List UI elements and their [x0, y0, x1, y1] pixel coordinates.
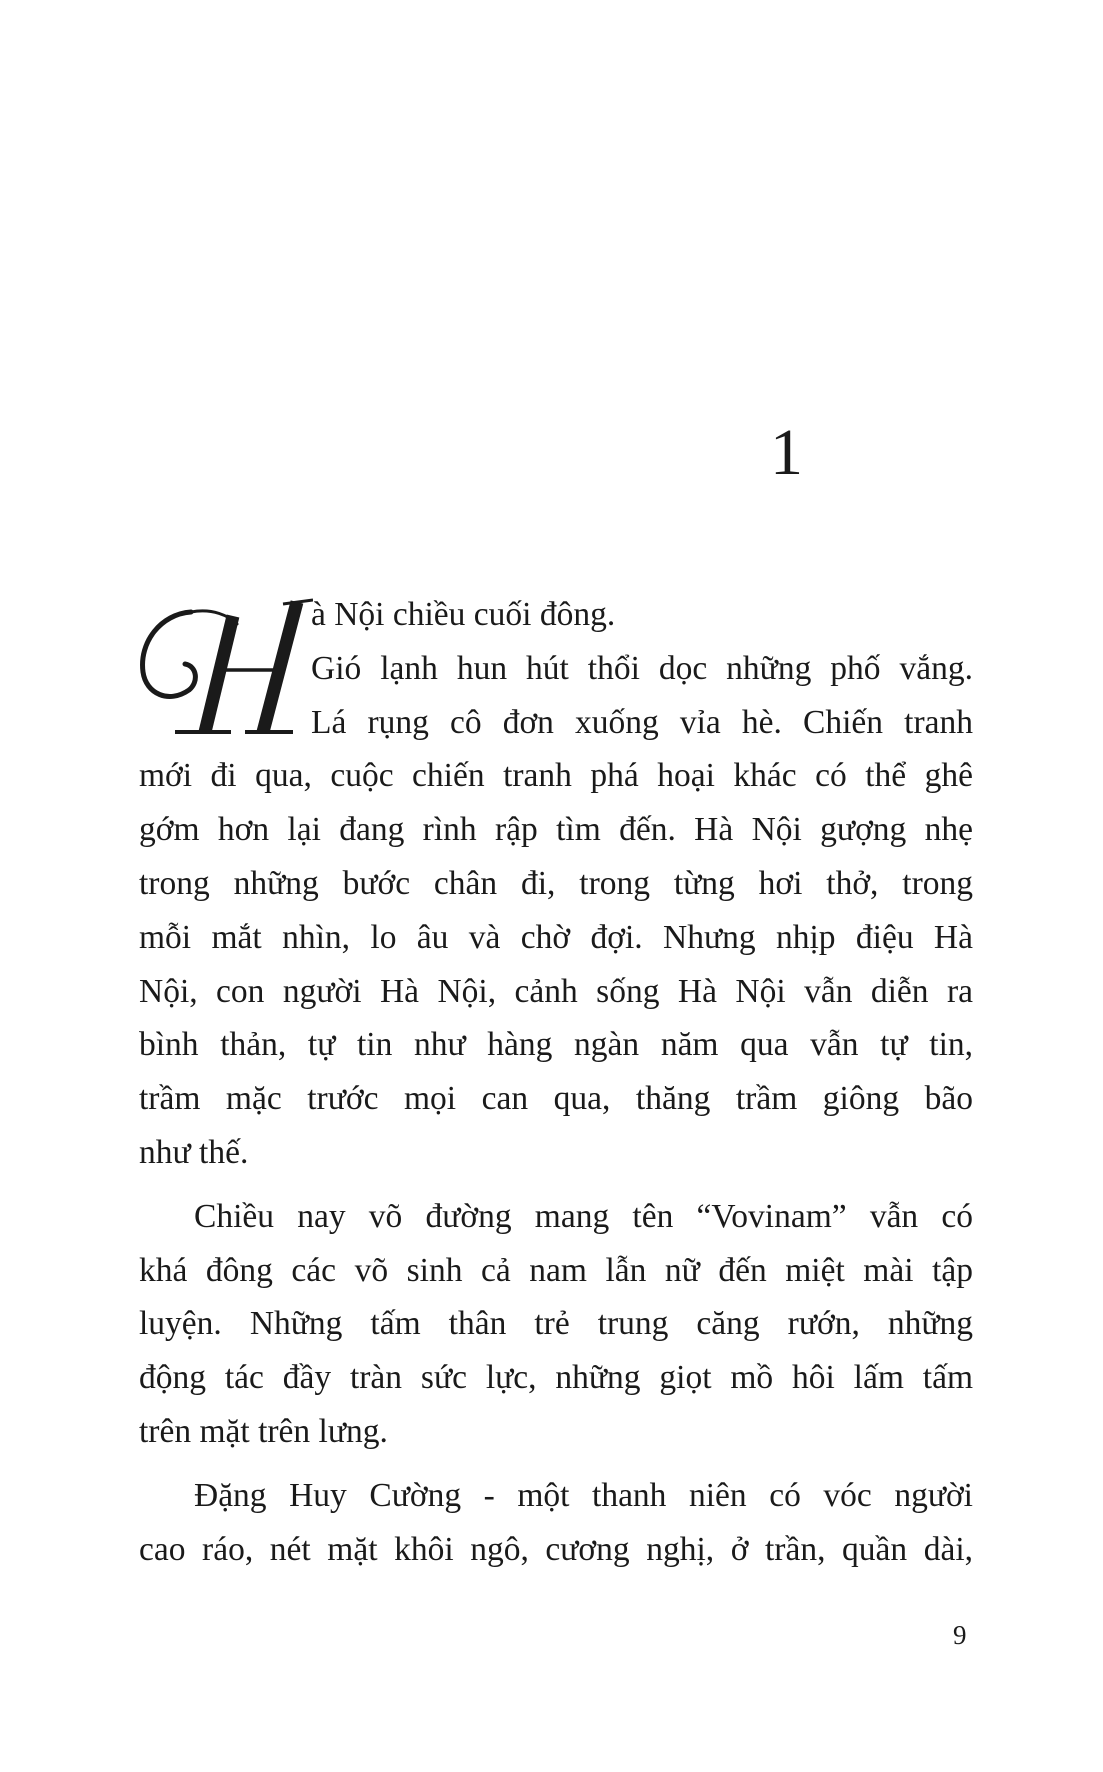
dropcap-h-ornament: [133, 594, 313, 744]
text-line: gớm hơn lại đang rình rập tìm đến. Hà Nội gượng nhẹ: [139, 811, 973, 849]
text-line: à Nội chiều cuối đông.: [311, 596, 616, 633]
opening-paragraph: [133, 588, 973, 1180]
paragraph: [139, 1190, 973, 1459]
text-line: luyện. Những tấm thân trẻ trung căng rướn, những: [139, 1305, 973, 1343]
text-line: trầm mặc trước mọi can qua, thăng trầm giông bão: [139, 1080, 973, 1118]
paragraph: [139, 1469, 973, 1577]
chapter-body: [133, 588, 973, 1576]
text-line: trong những bước chân đi, trong từng hơi thở, trong: [139, 864, 973, 902]
page-number: 9: [953, 1620, 967, 1650]
text-line: mới đi qua, cuộc chiến tranh phá hoại khác có thể ghê: [139, 757, 973, 795]
text-line: Gió lạnh hun hút thổi dọc những phố vắng.: [311, 649, 973, 687]
text-line: như thế.: [139, 1133, 249, 1171]
text-line: động tác đầy tràn sức lực, những giọt mồ hôi lấm tấm: [139, 1359, 973, 1397]
text-line: Đặng Huy Cường - một thanh niên có vóc người: [194, 1476, 973, 1514]
text-line: mỗi mắt nhìn, lo âu và chờ đợi. Nhưng nhịp điệu Hà: [139, 918, 973, 956]
dropcap-letter: [133, 594, 309, 739]
text-line: trên mặt trên lưng.: [139, 1412, 388, 1450]
chapter-number: 1: [770, 416, 803, 489]
text-line: Nội, con người Hà Nội, cảnh sống Hà Nội vẫn diễn ra: [139, 972, 973, 1010]
text-line: Lá rụng cô đơn xuống vỉa hè. Chiến tranh: [311, 703, 973, 741]
text-line: bình thản, tự tin như hàng ngàn năm qua vẫn tự tin,: [139, 1026, 973, 1064]
text-line: Chiều nay võ đường mang tên “Vovinam” vẫn có: [194, 1197, 973, 1235]
dropcap-text: H: [133, 594, 134, 595]
text-line: cao ráo, nét mặt khôi ngô, cương nghị, ở trần, quần dài,: [139, 1530, 973, 1568]
text-line: khá đông các võ sinh cả nam lẫn nữ đến miệt mài tập: [139, 1251, 973, 1289]
